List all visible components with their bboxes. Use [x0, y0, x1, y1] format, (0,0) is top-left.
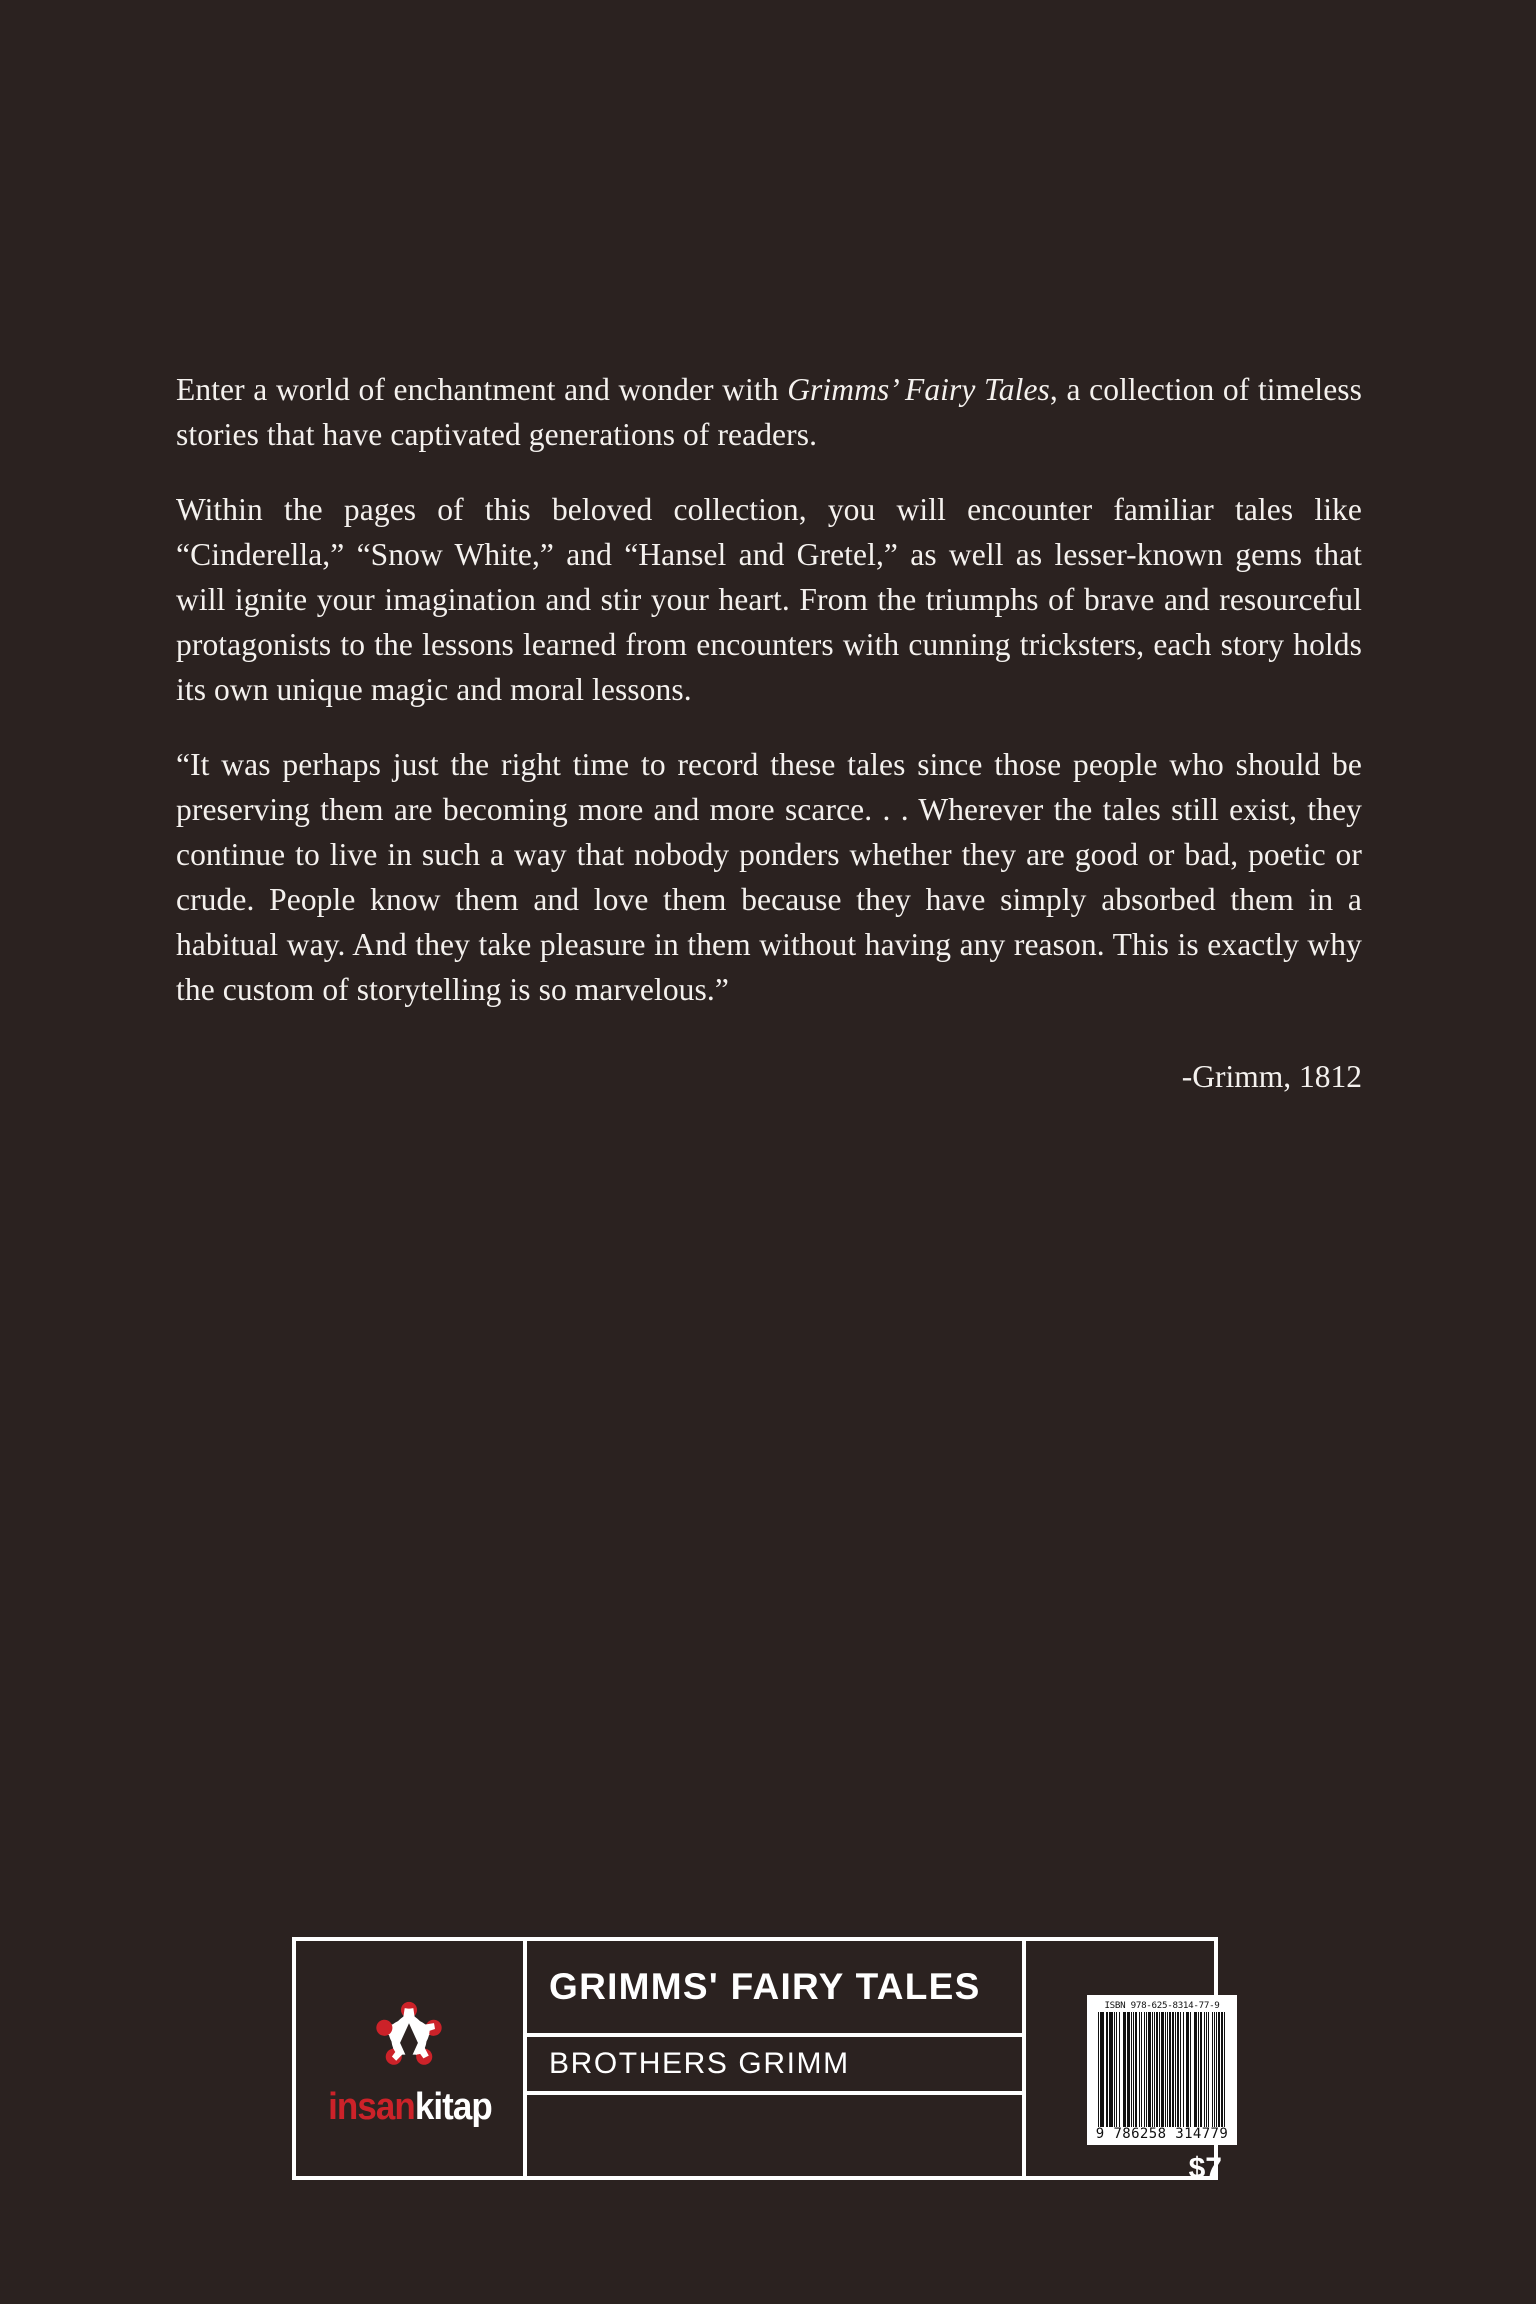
blurb-paragraph-3-quote: “It was perhaps just the right time to record these tales since those people who should be preserving them are becoming more and more scarce. . . Wherever the tales still exist, they continue to live in such a way that nobody ponders whether they are good or bad, poetic or crude. People know them and love them because they have simply absorbed them in a habitual way. And they take pleasure in them without having any reason. This is exactly why the custom of storytelling is so marvelous.” [176, 747, 1362, 1007]
blurb-p1-after: , a collection of timeless stories that have captivated generations of readers. [176, 372, 1362, 452]
publisher-wordmark-kitap: kitap [414, 2086, 492, 2128]
book-title: GRIMMS' FAIRY TALES [549, 1966, 981, 2007]
circle-of-people-star-logo-icon [355, 1984, 463, 2084]
panel-title-row [527, 1941, 1022, 2037]
back-cover-blurb [176, 367, 1362, 1099]
isbn-barcode [1087, 1995, 1237, 2145]
footer-panel [292, 1937, 1218, 2180]
publisher-wordmark [328, 2086, 492, 2129]
panel-title-author-cell [527, 1941, 1026, 2176]
blurb-paragraph-1 [176, 367, 1362, 457]
publisher-logo-cell [296, 1941, 527, 2176]
book-author: BROTHERS GRIMM [549, 2047, 850, 2080]
publisher-logo [321, 1984, 499, 2129]
quote-attribution: -Grimm, 1812 [1181, 1059, 1362, 1094]
blurb-paragraph-2: Within the pages of this beloved collection, you will encounter familiar tales like “Cinderella,” “Snow White,” and “Hansel and Gretel,” as well as lesser-known gems that will ignite your imagination and stir your heart. From the triumphs of brave and resourceful protagonists to the lessons learned from encounters with cunning tricksters, each story holds its own unique magic and moral lessons. [176, 492, 1362, 707]
barcode-digits: 9 786258 314779 [1095, 2126, 1229, 2142]
publisher-wordmark-insan: insan [327, 2086, 415, 2128]
price-tag: $7 [1188, 2152, 1222, 2185]
panel-blank-row [527, 2095, 1022, 2176]
isbn-label: ISBN 978-625-8314-77-9 [1104, 2000, 1220, 2011]
blurb-p1-before: Enter a world of enchantment and wonder with [176, 372, 788, 407]
barcode-bars [1092, 2012, 1232, 2127]
book-title-italic: Grimms’ Fairy Tales [787, 372, 1050, 407]
panel-author-row [527, 2037, 1022, 2095]
